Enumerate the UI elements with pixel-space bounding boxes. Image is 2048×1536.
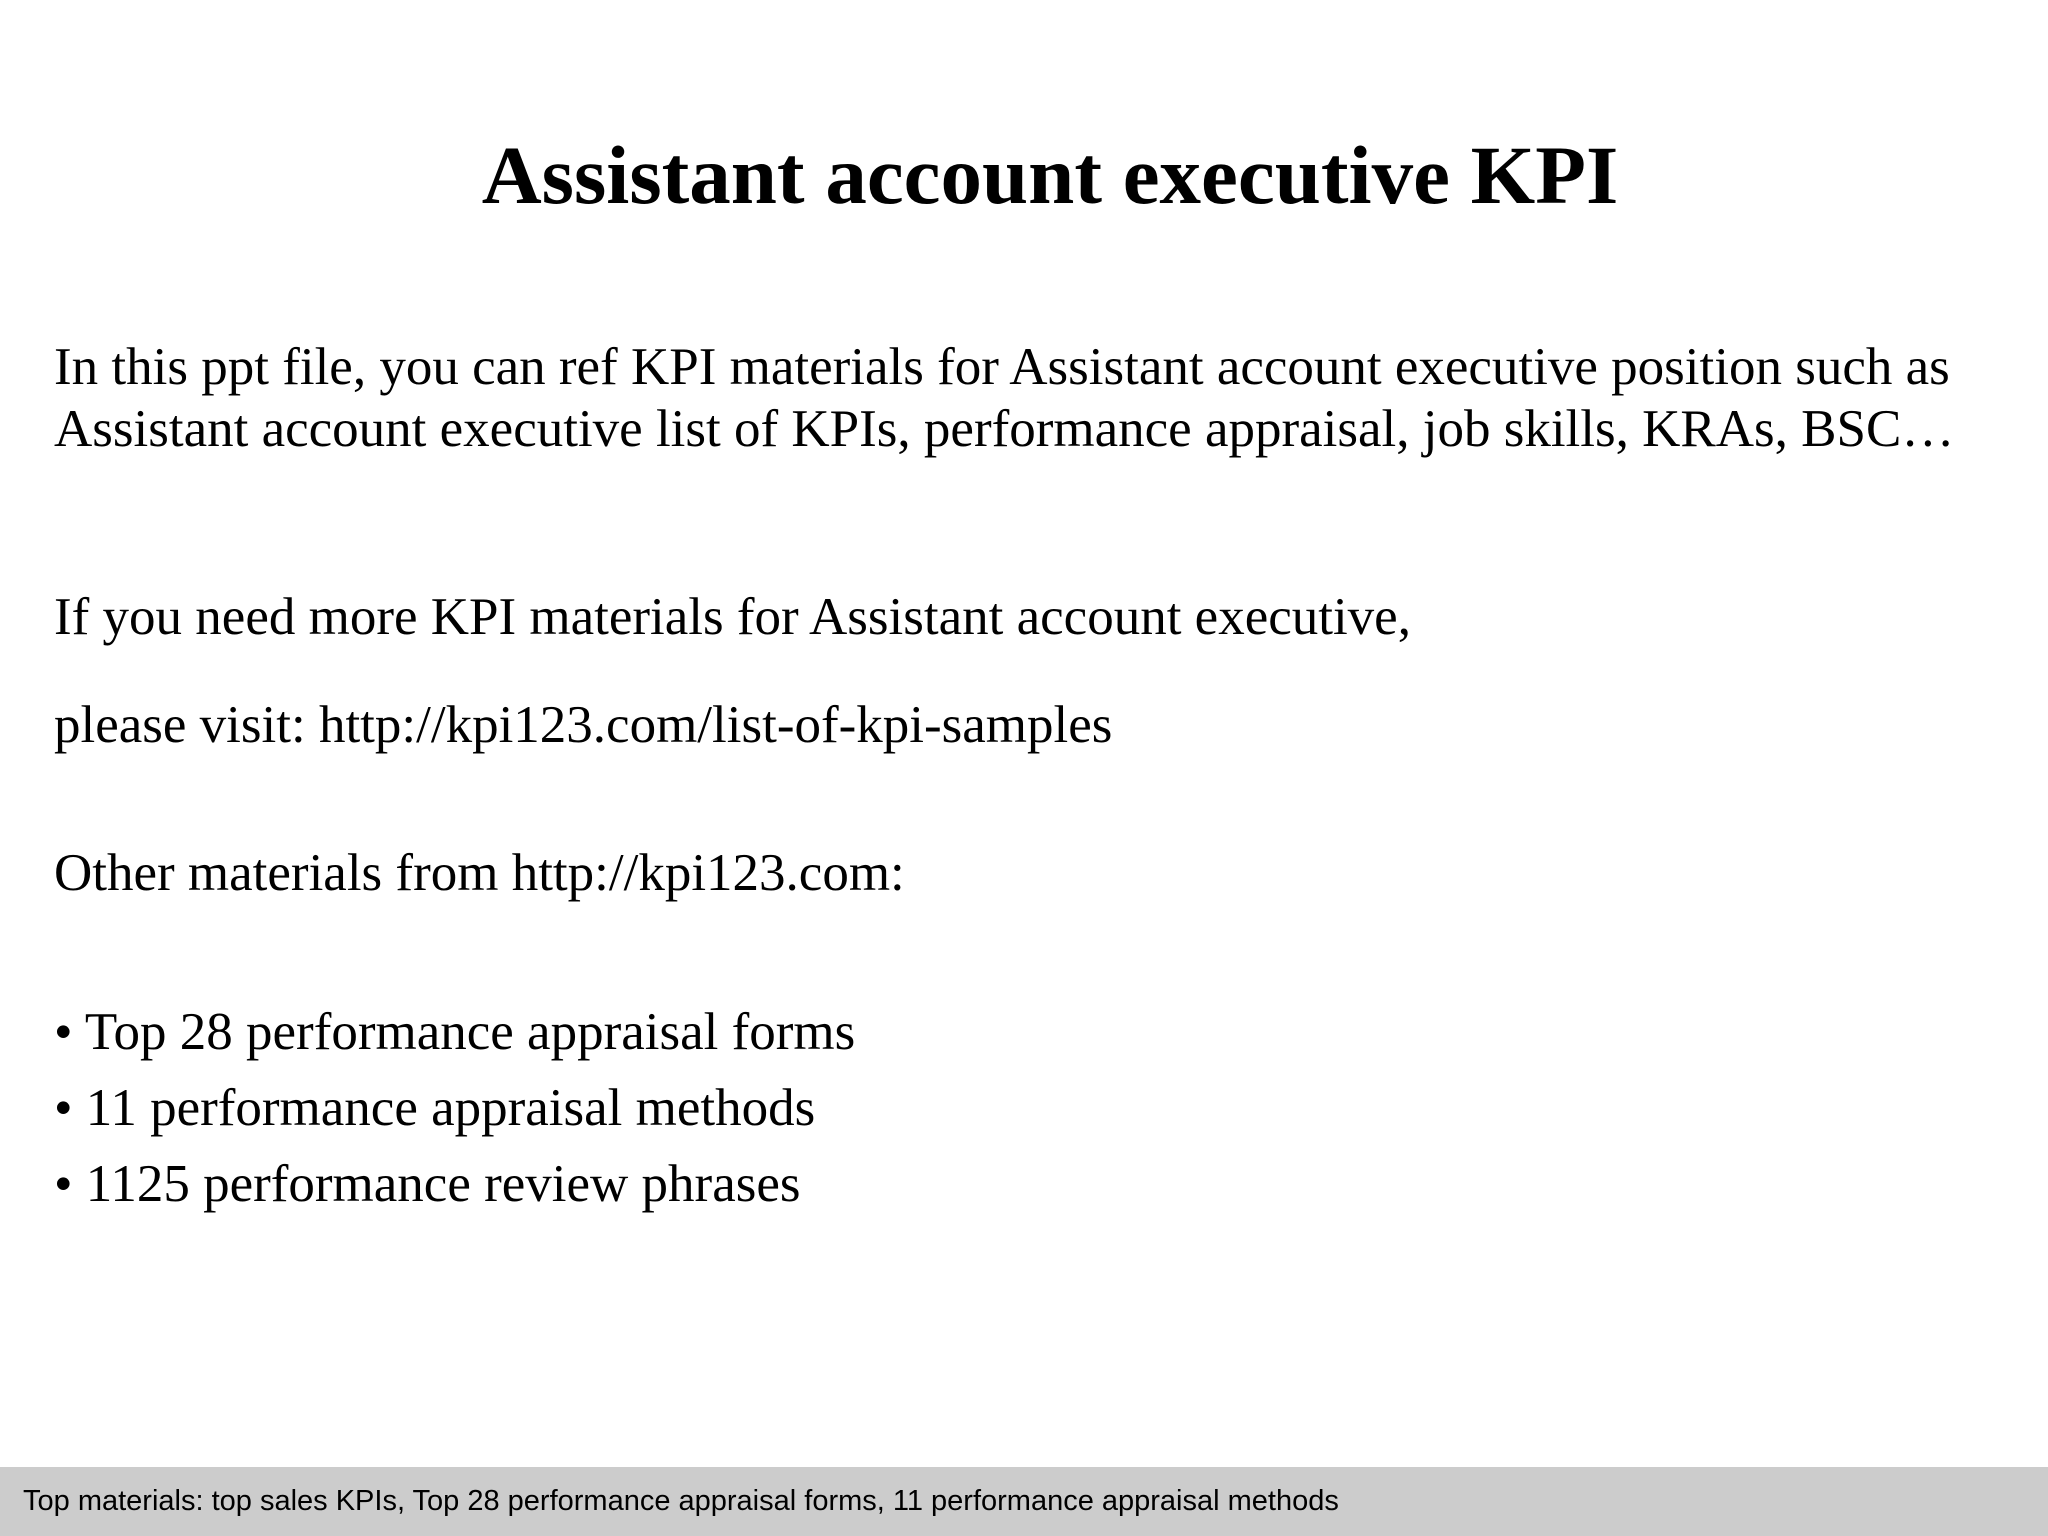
footer-text: Top materials: top sales KPIs, Top 28 performance appraisal forms, 11 performance appraisal methods: [23, 1485, 1339, 1517]
other-materials-heading: Other materials from http://kpi123.com:: [54, 844, 905, 902]
footer-bar: [0, 1467, 2048, 1536]
list-item: • Top 28 performance appraisal forms: [54, 1003, 856, 1061]
list-item: • 11 performance appraisal methods: [54, 1079, 816, 1137]
list-item: • 1125 performance review phrases: [54, 1155, 801, 1213]
need-more-line: If you need more KPI materials for Assistant account executive,: [54, 588, 1411, 646]
slide-title: Assistant account executive KPI: [481, 129, 1619, 221]
intro-paragraph: In this ppt file, you can ref KPI materials for Assistant account executive position such as Assistant account executive list of KPIs, performance appraisal, job skills, KRAs, BSC…: [54, 338, 1955, 458]
materials-list: [54, 994, 855, 1222]
visit-link-line: please visit: http://kpi123.com/list-of-kpi-samples: [54, 696, 1113, 754]
